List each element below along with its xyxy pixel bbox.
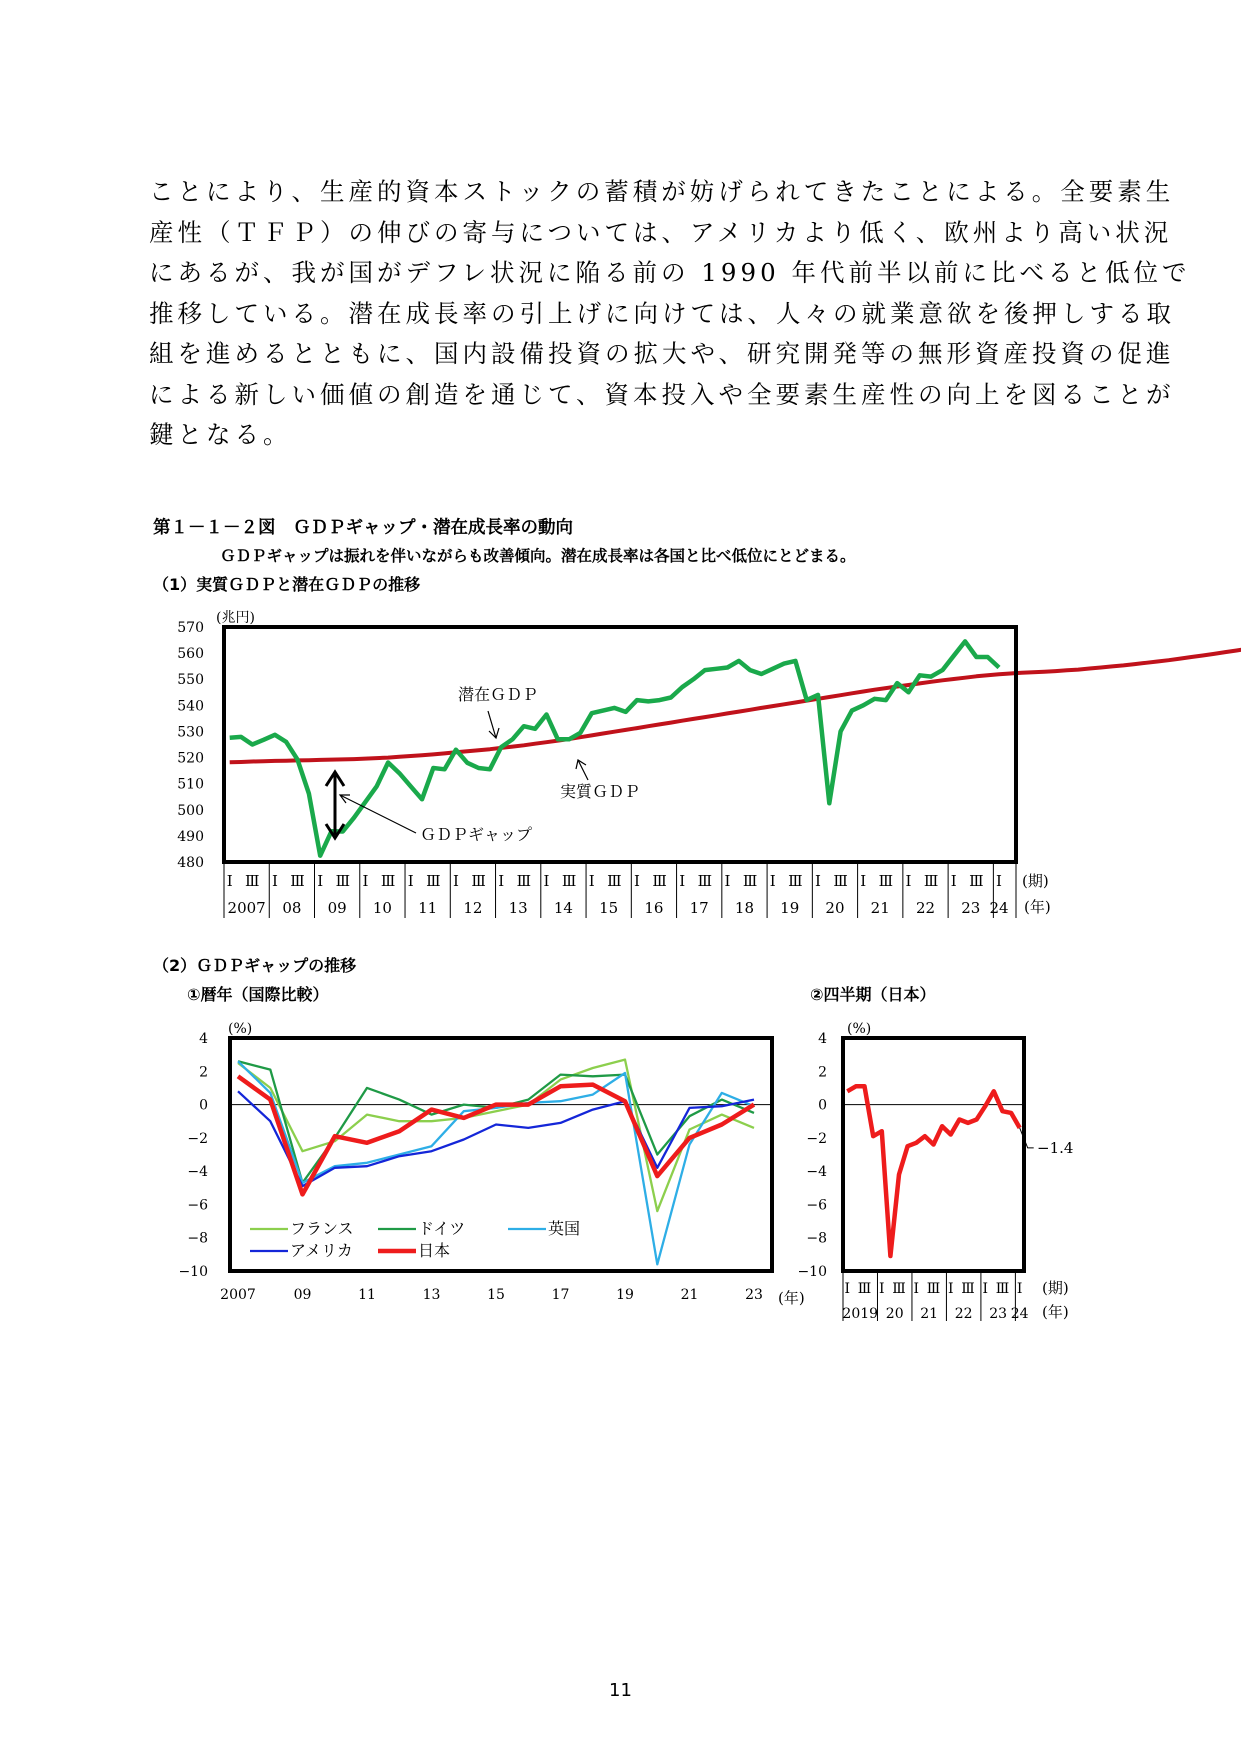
year-unit-label: (年) — [778, 1289, 805, 1307]
quarter-tick-label: I — [226, 872, 233, 890]
quarter-tick-label: I — [950, 872, 957, 890]
x-tick-label: 17 — [551, 1287, 570, 1303]
plot-frame — [843, 1038, 1024, 1271]
year-label: 22 — [915, 899, 936, 917]
quarter-tick-label: I — [407, 872, 414, 890]
y-unit-label: (兆円) — [216, 610, 255, 626]
y-tick-label: 560 — [177, 646, 204, 663]
year-label: 13 — [508, 899, 528, 917]
y-tick-label: −4 — [187, 1164, 208, 1181]
y-tick-label: 4 — [818, 1031, 827, 1047]
quarter-tick-label: Ⅲ — [697, 872, 713, 890]
x-tick-label: 11 — [358, 1287, 376, 1303]
legend-label: フランス — [290, 1219, 354, 1238]
quarter-tick-label: I — [588, 872, 595, 890]
quarter-tick-label: Ⅲ — [878, 872, 894, 890]
year-label: 20 — [825, 899, 845, 917]
quarter-tick-label: Ⅲ — [833, 872, 848, 890]
y-tick-label: −10 — [797, 1264, 827, 1280]
year-label: 17 — [689, 899, 709, 917]
x-tick-label: 2007 — [220, 1287, 256, 1303]
x-tick-label: 15 — [487, 1287, 505, 1303]
quarter-tick-label: I — [996, 872, 1002, 890]
paragraph-line: による新しい価値の創造を通じて、資本投入や全要素生産性の向上を図ることが — [149, 379, 1175, 409]
quarter-tick-label: Ⅲ — [561, 872, 577, 890]
quarter-tick-label: Ⅲ — [969, 872, 984, 890]
section-1-title: （1）実質ＧＤＰと潜在ＧＤＰの推移 — [153, 575, 421, 594]
annotation-gdp-gap: ＧＤＰギャップ — [420, 825, 533, 844]
year-label: 08 — [282, 899, 302, 917]
quarter-tick-label: I — [879, 1281, 885, 1297]
quarter-tick-label: Ⅲ — [516, 872, 532, 890]
quarter-tick-label: Ⅲ — [335, 872, 351, 890]
quarter-tick-label: I — [724, 872, 731, 890]
quarter-tick-label: I — [982, 1281, 988, 1297]
quarter-tick-label: Ⅲ — [380, 872, 396, 890]
last-value-label: −1.4 — [1037, 1138, 1074, 1157]
y-tick-label: 0 — [199, 1097, 208, 1114]
annotation-potential-gdp: 潜在ＧＤＰ — [458, 685, 539, 704]
year-label: 20 — [885, 1306, 904, 1322]
quarter-tick-label: Ⅲ — [290, 872, 305, 890]
quarter-tick-label: I — [634, 872, 640, 890]
quarter-tick-label: I — [815, 872, 821, 890]
year-label: 23 — [961, 899, 981, 917]
quarter-tick-label: Ⅲ — [245, 872, 260, 890]
year-label: 2019 — [842, 1306, 879, 1322]
year-label: 15 — [599, 899, 619, 917]
quarter-tick-label: Ⅲ — [892, 1281, 906, 1297]
x-tick-label: 23 — [745, 1287, 763, 1303]
y-tick-label: 570 — [177, 620, 204, 636]
quarter-tick-label: I — [317, 872, 324, 890]
year-label: 21 — [920, 1306, 939, 1322]
year-label: 14 — [553, 899, 573, 917]
y-tick-label: 2 — [199, 1064, 208, 1081]
paragraph-line: 推移している。潜在成長率の引上げに向けては、人々の就業意欲を後押しする取 — [149, 298, 1175, 328]
year-label: 22 — [954, 1306, 973, 1322]
y-tick-label: 2 — [818, 1064, 827, 1081]
quarter-tick-label: I — [452, 872, 459, 890]
quarter-tick-label: Ⅲ — [961, 1281, 975, 1297]
quarter-tick-label: Ⅲ — [426, 872, 441, 890]
y-tick-label: −6 — [187, 1197, 208, 1214]
paragraph-line: にあるが、我が国がデフレ状況に陥る前の 1990 年代前半以前に比べると低位で — [149, 258, 1191, 287]
x-tick-label: 13 — [422, 1287, 441, 1303]
y-tick-label: 520 — [177, 750, 204, 767]
y-tick-label: 500 — [177, 802, 204, 819]
quarter-tick-label: Ⅲ — [857, 1281, 872, 1297]
year-label: 12 — [463, 899, 483, 917]
quarter-tick-label: I — [498, 872, 505, 890]
period-unit-label: (期) — [1022, 872, 1049, 890]
y-tick-label: −2 — [187, 1130, 208, 1147]
year-unit-label: (年) — [1042, 1303, 1069, 1321]
section-2b-title: ②四半期（日本） — [810, 985, 936, 1004]
quarter-tick-label: I — [543, 872, 550, 890]
year-label: 09 — [327, 899, 347, 917]
year-unit-label: (年) — [1024, 898, 1051, 916]
year-label: 2007 — [227, 899, 266, 917]
japan-quarterly-line — [847, 1086, 1019, 1256]
page-number: 11 — [609, 1680, 632, 1701]
quarter-tick-label: I — [271, 872, 278, 890]
period-unit-label: (期) — [1042, 1279, 1069, 1297]
legend-label: アメリカ — [290, 1241, 353, 1260]
paragraph-line: 組を進めるとともに、国内設備投資の拡大や、研究開発等の無形資産投資の促進 — [149, 339, 1175, 368]
year-label: 24 — [1010, 1306, 1029, 1322]
quarter-tick-label: I — [913, 1281, 920, 1297]
y-tick-label: 510 — [177, 776, 204, 793]
y-tick-label: −8 — [806, 1230, 827, 1247]
y-tick-label: 490 — [177, 828, 204, 845]
y-tick-label: 540 — [177, 698, 204, 715]
year-label: 23 — [989, 1306, 1008, 1322]
year-label: 21 — [870, 899, 890, 917]
x-tick-label: 19 — [616, 1287, 634, 1303]
quarter-tick-label: Ⅲ — [652, 872, 667, 890]
legend-label: 日本 — [418, 1241, 451, 1260]
y-tick-label: −4 — [806, 1164, 827, 1181]
quarter-tick-label: Ⅲ — [926, 1281, 941, 1297]
annotation-real-gdp: 実質ＧＤＰ — [560, 782, 641, 801]
legend-label: 英国 — [548, 1219, 581, 1238]
paragraph-line: ことにより、生産的資本ストックの蓄積が妨げられてきたことによる。全要素生 — [149, 177, 1175, 206]
quarter-tick-label: Ⅲ — [995, 1281, 1010, 1297]
quarter-tick-label: I — [362, 872, 369, 890]
quarter-tick-label: I — [679, 872, 686, 890]
y-unit-label: (%) — [847, 1021, 872, 1037]
y-tick-label: 480 — [177, 855, 204, 871]
section-2-title: （2）ＧＤＰギャップの推移 — [153, 956, 357, 975]
year-label: 10 — [372, 899, 392, 917]
x-tick-label: 21 — [680, 1287, 699, 1303]
quarter-tick-label: Ⅲ — [923, 872, 939, 890]
year-label: 24 — [989, 899, 1009, 917]
y-tick-label: −8 — [187, 1230, 208, 1247]
quarter-tick-label: I — [905, 872, 912, 890]
y-tick-label: −6 — [806, 1197, 827, 1214]
y-tick-label: 0 — [818, 1097, 827, 1114]
y-tick-label: 530 — [177, 724, 204, 741]
year-label: 16 — [644, 899, 664, 917]
legend-label: ドイツ — [418, 1219, 466, 1238]
y-unit-label: (%) — [228, 1021, 253, 1037]
last-value-leader — [1020, 1128, 1034, 1148]
quarter-tick-label: Ⅲ — [788, 872, 803, 890]
y-tick-label: 4 — [199, 1031, 208, 1047]
x-tick-label: 09 — [293, 1287, 312, 1303]
figure-subtitle: ＧＤＰギャップは振れを伴いながらも改善傾向。潜在成長率は各国と比べ低位にとどまる。 — [220, 547, 856, 565]
y-tick-label: 550 — [177, 672, 204, 689]
section-2a-title: ①暦年（国際比較） — [187, 985, 329, 1004]
year-label: 11 — [418, 899, 438, 917]
quarter-tick-label: I — [860, 872, 867, 890]
paragraph-line: 鍵となる。 — [149, 420, 292, 449]
year-label: 19 — [780, 899, 800, 917]
quarter-tick-label: Ⅲ — [471, 872, 486, 890]
y-tick-label: −2 — [806, 1130, 827, 1147]
y-tick-label: −10 — [178, 1264, 208, 1280]
quarter-tick-label: Ⅲ — [742, 872, 758, 890]
quarter-tick-label: I — [947, 1281, 954, 1297]
quarter-tick-label: I — [769, 872, 776, 890]
year-label: 18 — [734, 899, 755, 917]
quarter-tick-label: I — [1016, 1281, 1023, 1297]
quarter-tick-label: I — [844, 1281, 851, 1297]
quarter-tick-label: Ⅲ — [607, 872, 622, 890]
paragraph-line: 産性（ＴＦＰ）の伸びの寄与については、アメリカより低く、欧州より高い状況 — [149, 217, 1173, 247]
figure-title: 第１－１－２図 ＧＤＰギャップ・潜在成長率の動向 — [153, 518, 573, 538]
